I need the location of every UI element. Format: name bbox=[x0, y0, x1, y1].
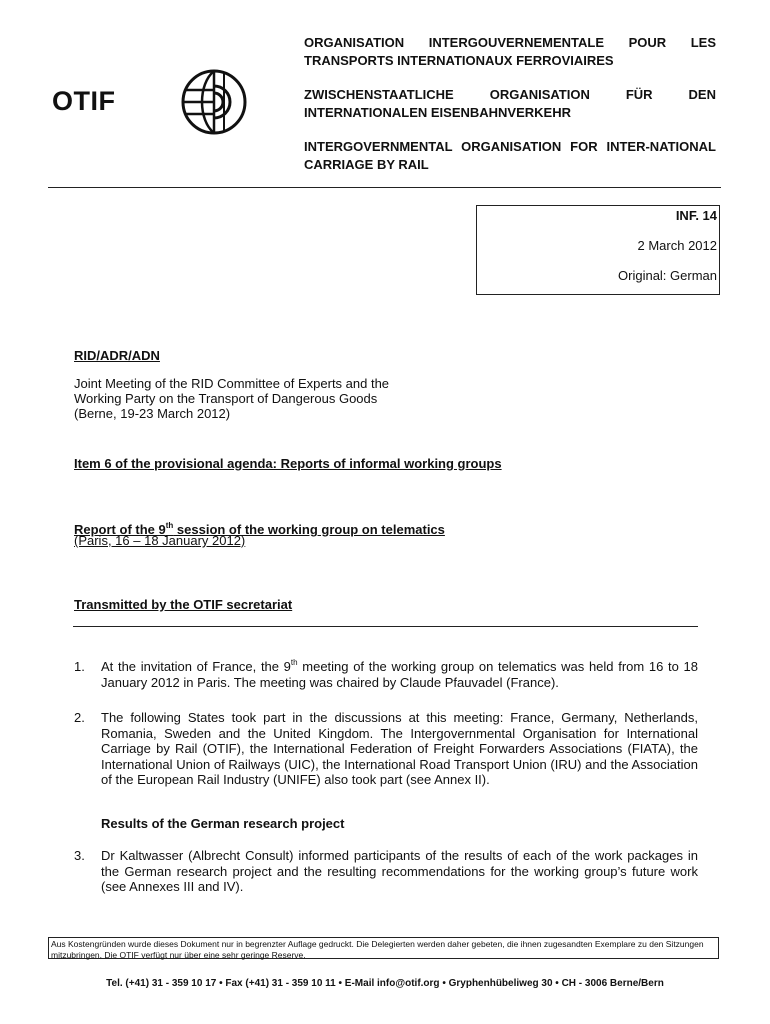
paragraph-text bbox=[101, 659, 698, 690]
header-divider bbox=[48, 187, 721, 188]
agenda-item: Item 6 of the provisional agenda: Reports of informal working groups bbox=[74, 456, 502, 471]
paragraph-1 bbox=[74, 659, 698, 690]
paragraph-text: Dr Kaltwasser (Albrecht Consult) informed participants of the results of each of the work packages in the German research project and the resulting recommendations for the working group’s future work (see Annexes III and IV). bbox=[101, 848, 698, 894]
paragraph-3 bbox=[74, 848, 698, 895]
paragraph-text: The following States took part in the discussions at this meeting: France, Germany, Netherlands, Romania, Sweden and the United Kingdom. The Intergovernmental Organisation for International Carriage by Rail (OTIF), the International Federation of Freight Forwarders Associations (FIATA), the International Union of Railways (UIC), the International Road Transport Union (IRU) and the Association of the European Rail Industry (UNIFE) also took part (see Annex II). bbox=[101, 710, 698, 787]
transmitted-by: Transmitted by the OTIF secretariat bbox=[74, 597, 293, 612]
paragraph-text-part: At the invitation of France, the 9 bbox=[101, 659, 291, 674]
ordinal-suffix: th bbox=[290, 658, 298, 667]
org-name-english: INTERGOVERNMENTAL ORGANISATION FOR INTER-NATIONAL CARRIAGE BY RAIL bbox=[304, 139, 716, 172]
paragraph-2 bbox=[74, 710, 698, 788]
reference-box bbox=[476, 205, 720, 295]
report-title-text: session of the working group on telematics bbox=[173, 522, 445, 537]
ordinal-suffix: th bbox=[165, 521, 174, 530]
meeting-line: Working Party on the Transport of Dangerous Goods bbox=[74, 391, 378, 406]
report-title-text: Report of the 9 bbox=[74, 522, 166, 537]
paragraph-number: 2. bbox=[74, 710, 85, 725]
footer-contact: Tel. (+41) 31 - 359 10 17 • Fax (+41) 31 - 359 10 11 • E-Mail info@otif.org • Gryphenhübeliweg 30 • CH - 3006 Berne/Bern bbox=[106, 978, 664, 989]
rid-adr-adn-label: RID/ADR/ADN bbox=[74, 348, 160, 363]
paragraph-text-part: meeting of the working group on telematics was held from 16 to 18 January 2012 in Paris. The meeting was chaired by Claude Pfauvadel (France). bbox=[101, 659, 698, 690]
meeting-description bbox=[74, 376, 494, 421]
document-date: 2 March 2012 bbox=[637, 238, 717, 253]
footer-notice: Aus Kostengründen wurde dieses Dokument nur in begrenzter Auflage gedruckt. Die Delegierten werden daher gebeten, die ihnen zugesandten Exemplare zu den Sitzungen mitzubringen. Die OTIF verfügt nur über eine sehr geringe Reserve. bbox=[48, 937, 719, 959]
paragraph-number: 3. bbox=[74, 848, 85, 863]
paragraph-number: 1. bbox=[74, 659, 85, 674]
meeting-line: Joint Meeting of the RID Committee of Experts and the bbox=[74, 376, 390, 391]
original-language: Original: German bbox=[618, 268, 717, 283]
otif-acronym: OTIF bbox=[52, 86, 116, 116]
document-number: INF. 14 bbox=[675, 208, 717, 223]
section-heading: Results of the German research project bbox=[101, 816, 345, 831]
otif-globe-rail-icon bbox=[178, 66, 250, 138]
report-subtitle: (Paris, 16 – 18 January 2012) bbox=[74, 533, 246, 548]
body-divider bbox=[73, 626, 698, 627]
org-name-german: ZWISCHENSTAATLICHE ORGANISATION FÜR DEN INTERNATIONALEN EISENBAHNVERKEHR bbox=[304, 87, 716, 120]
meeting-dates: (Berne, 19-23 March 2012) bbox=[74, 406, 231, 421]
org-name-french: ORGANISATION INTERGOUVERNEMENTALE POUR LES TRANSPORTS INTERNATIONAUX FERROVIAIRES bbox=[304, 35, 716, 68]
